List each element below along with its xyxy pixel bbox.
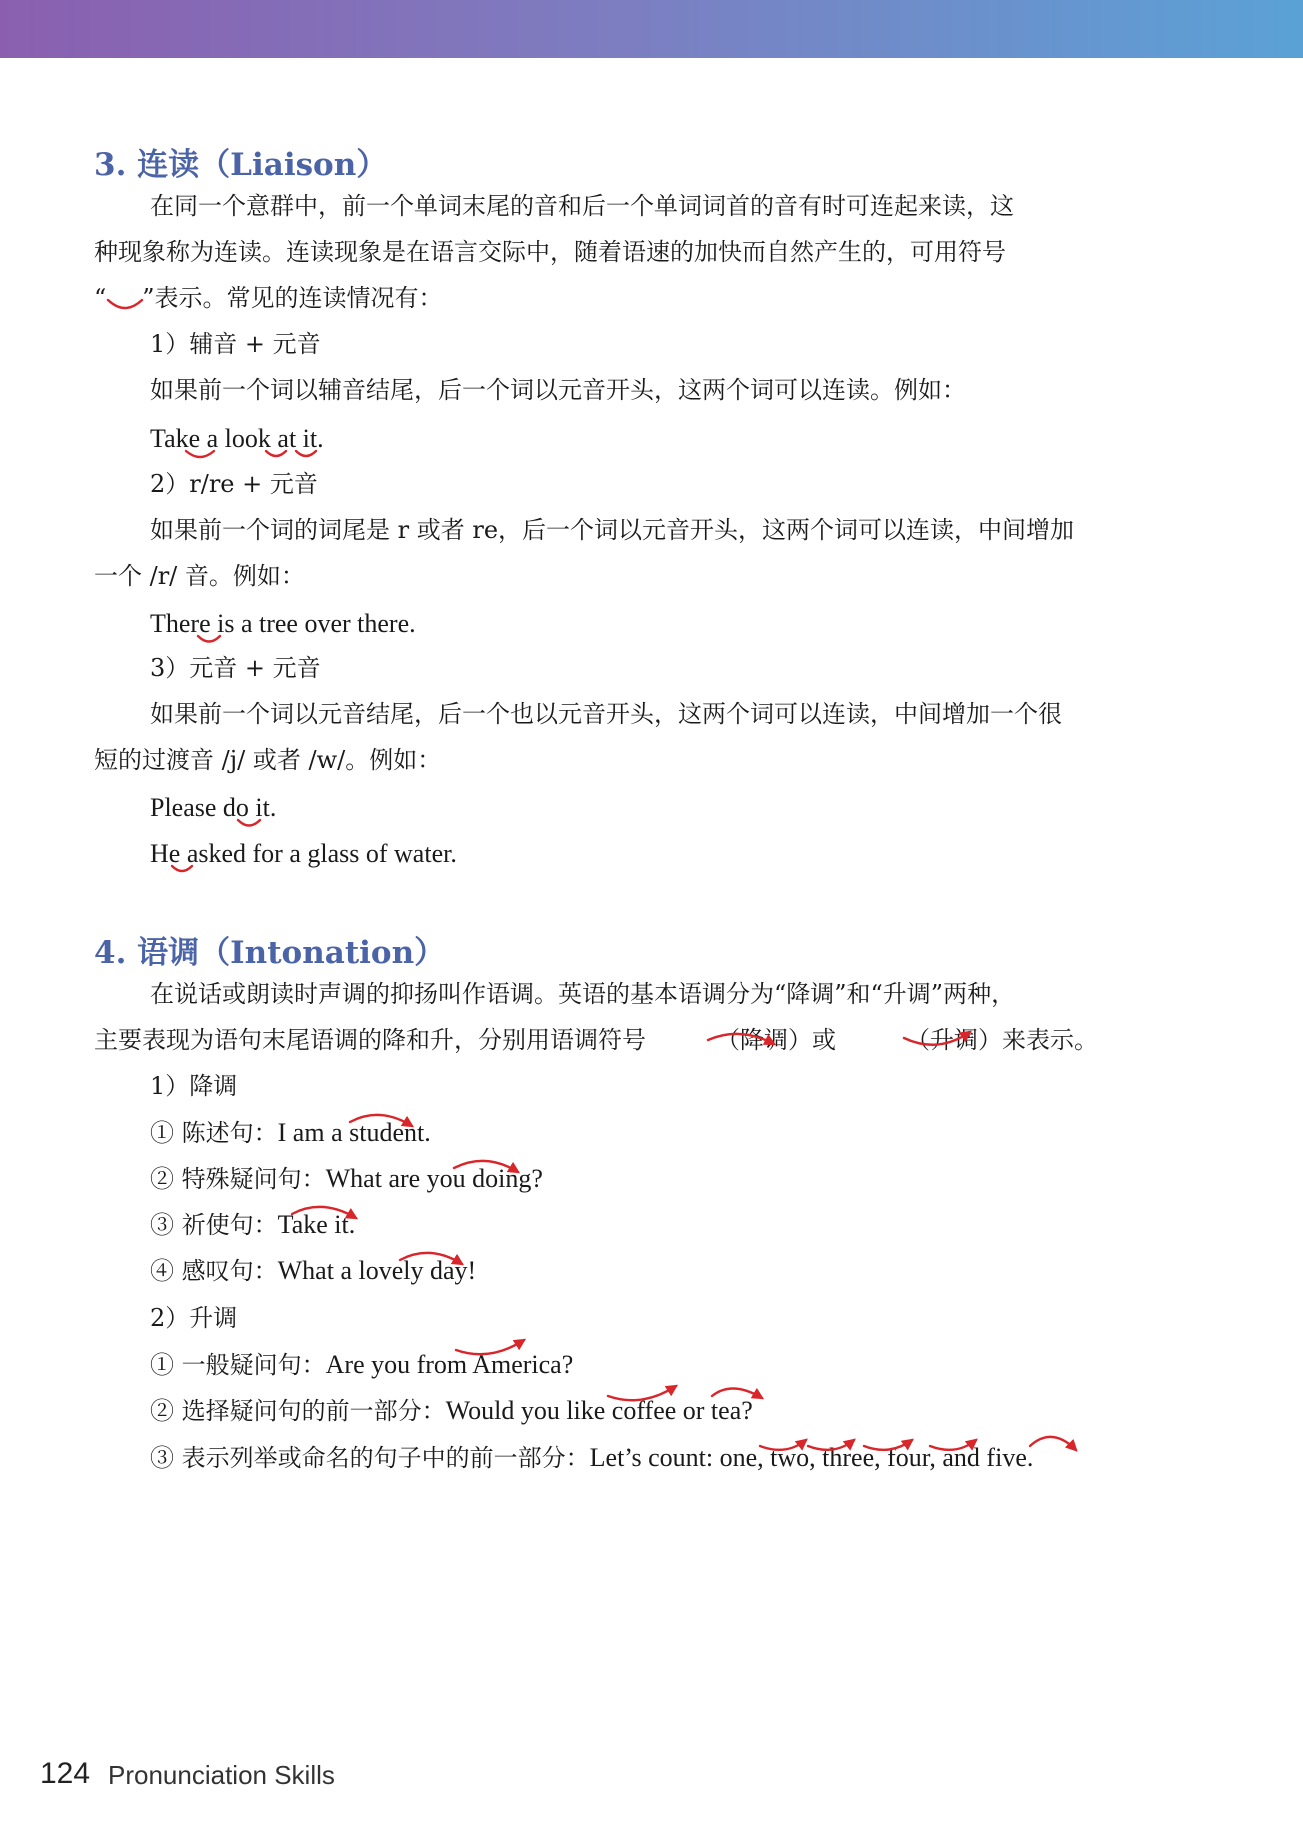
falling-item-1: ① 陈述句：I am a student. <box>150 1118 431 1147</box>
case-2-title: 2）r/re + 元音 <box>150 470 318 498</box>
falling-item-4: ④ 感叹句：What a lovely day! <box>150 1256 477 1285</box>
case-1-desc: 如果前一个词以辅音结尾，后一个词以元音开头，这两个词可以连读。例如： <box>150 376 966 404</box>
case-2-desc-line-2: 一个 /r/ 音。例如： <box>94 562 305 590</box>
falling-title: 1）降调 <box>150 1072 238 1100</box>
case-1-example: Take a look at it. <box>150 424 324 453</box>
case-2-example: There is a tree over there. <box>150 609 416 638</box>
falling-item-2: ② 特殊疑问句：What are you doing? <box>150 1164 543 1193</box>
case-3-desc-line-2: 短的过渡音 /j/ 或者 /w/。例如： <box>94 746 442 774</box>
case-3-example-1: Please do it. <box>150 793 277 822</box>
top-banner <box>0 0 1303 58</box>
intonation-intro-line-2: 主要表现为语句末尾语调的降和升，分别用语调符号 （降调）或 （升调）来表示。 <box>94 1026 1098 1054</box>
case-2-desc-line-1: 如果前一个词的词尾是 r 或者 re，后一个词以元音开头，这两个词可以连读，中间增加 <box>150 516 1075 544</box>
intonation-intro-line-1: 在说话或朗读时声调的抑扬叫作语调。英语的基本语调分为“降调”和“升调”两种， <box>150 980 1016 1008</box>
rising-title: 2）升调 <box>150 1304 238 1332</box>
liaison-intro-line-3: “ ”表示。常见的连读情况有： <box>94 284 443 312</box>
rising-item-1: ① 一般疑问句：Are you from America? <box>150 1350 574 1379</box>
liaison-intro-line-1: 在同一个意群中，前一个单词末尾的音和后一个单词词首的音有时可连起来读，这 <box>150 192 1014 220</box>
case-3-title: 3）元音 + 元音 <box>150 654 321 682</box>
case-3-example-2: He asked for a glass of water. <box>150 839 457 868</box>
case-1-title: 1）辅音 + 元音 <box>150 330 321 358</box>
case-3-desc-line-1: 如果前一个词以元音结尾，后一个也以元音开头，这两个词可以连读，中间增加一个很 <box>150 700 1062 728</box>
intonation-heading: 4. 语调（Intonation） <box>94 935 446 971</box>
liaison-intro-line-2: 种现象称为连读。连读现象是在语言交际中，随着语速的加快而自然产生的，可用符号 <box>94 238 1006 266</box>
liaison-heading: 3. 连读（Liaison） <box>94 147 388 183</box>
section-footer-label: Pronunciation Skills <box>108 1760 335 1790</box>
page-number: 124 <box>40 1757 91 1790</box>
rising-item-2: ② 选择疑问句的前一部分：Would you like coffee or tea? <box>150 1396 753 1425</box>
falling-tone-arrow-icon <box>1030 1437 1076 1450</box>
falling-item-3: ③ 祈使句：Take it. <box>150 1210 356 1239</box>
rising-item-3: ③ 表示列举或命名的句子中的前一部分：Let’s count: one, two, three, four, and five. <box>150 1443 1034 1472</box>
